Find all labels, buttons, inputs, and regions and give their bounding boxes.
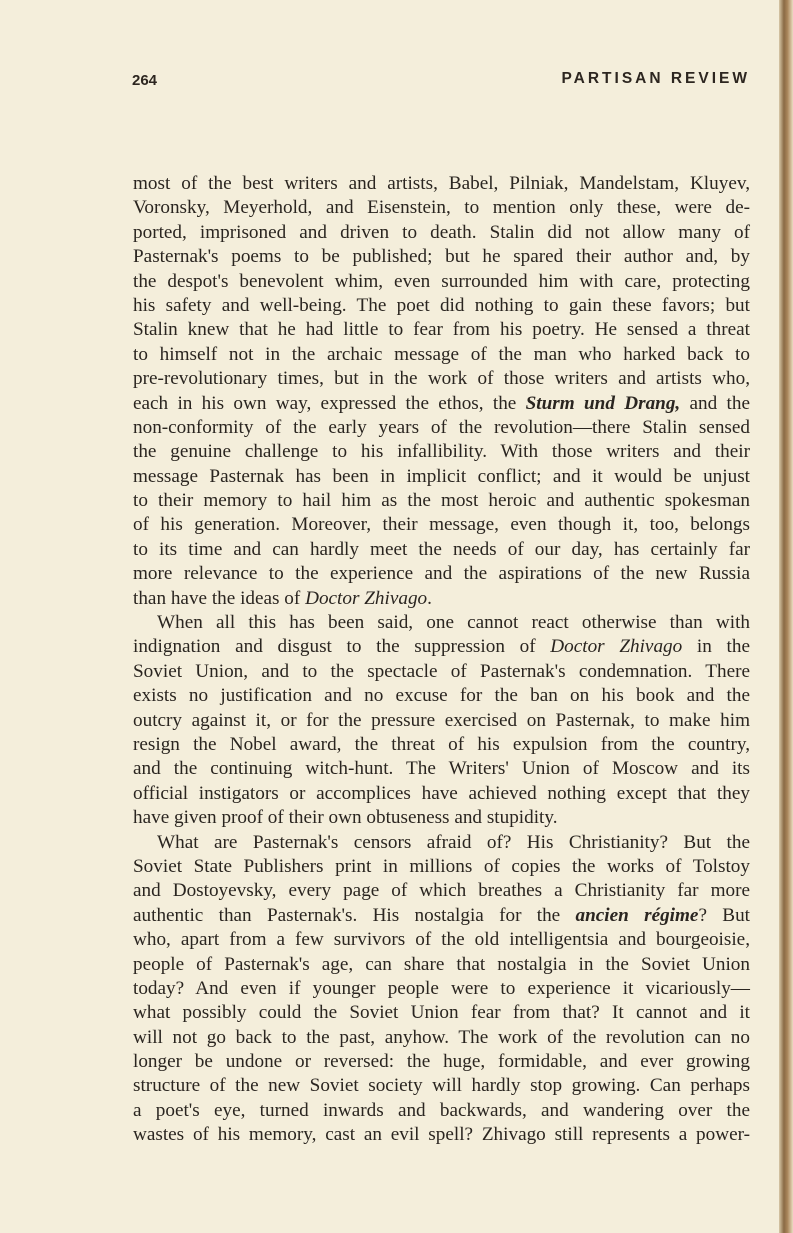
- paragraph: [133, 831, 750, 1148]
- text-span: Pasternak's poems to be published; but he spared their author and, by: [133, 246, 750, 268]
- text-line: [133, 806, 750, 830]
- text-span: have given proof of their own obtuseness and stupidity.: [133, 807, 558, 829]
- text-span: who, apart from a few survivors of the old intelligentsia and bourgeoisie,: [133, 929, 750, 951]
- text-line: [133, 733, 750, 757]
- text-line: [133, 782, 750, 806]
- text-line: [133, 977, 750, 1001]
- text-span: a poet's eye, turned inwards and backwards, and wandering over the: [133, 1099, 750, 1121]
- text-span: ported, imprisoned and driven to death. Stalin did not allow many of: [133, 221, 750, 243]
- text-span: .: [427, 587, 432, 609]
- paragraph: [133, 172, 750, 611]
- text-span: ? But: [698, 904, 750, 926]
- text-span: exists no justification and no excuse for the ban on his book and the: [133, 685, 750, 707]
- text-line: [133, 172, 750, 196]
- text-line: [133, 343, 750, 367]
- text-line: [133, 709, 750, 733]
- text-line: [133, 928, 750, 952]
- text-span: indignation and disgust to the suppression of: [133, 636, 551, 658]
- text-span: authentic than Pasternak's. His nostalgia for the: [133, 904, 576, 926]
- text-span: what possibly could the Soviet Union fear from that? It cannot and it: [133, 1002, 750, 1024]
- text-span: When all this has been said, one cannot react otherwise than with: [157, 612, 750, 634]
- text-line: [133, 855, 750, 879]
- text-line: [133, 635, 750, 659]
- text-line: [133, 1001, 750, 1025]
- text-line: [133, 953, 750, 977]
- text-line: [133, 489, 750, 513]
- text-line: [133, 1026, 750, 1050]
- italic-text: Doctor Zhivago: [305, 587, 428, 609]
- text-line: [133, 904, 750, 928]
- text-line: [133, 1123, 750, 1147]
- text-span: to its time and can hardly meet the needs of our day, has certainly far: [133, 538, 750, 560]
- text-span: the genuine challenge to his infallibility. With those writers and their: [133, 441, 750, 463]
- text-line: [133, 294, 750, 318]
- text-line: [133, 416, 750, 440]
- text-span: Soviet Union, and to the spectacle of Pasternak's condemnation. There: [133, 660, 750, 682]
- text-line: [133, 1099, 750, 1123]
- text-line: [133, 611, 750, 635]
- paragraph: [133, 611, 750, 831]
- text-span: and the continuing witch-hunt. The Writers' Union of Moscow and its: [133, 758, 750, 780]
- text-line: [133, 684, 750, 708]
- text-span: Voronsky, Meyerhold, and Eisenstein, to mention only these, were de-: [133, 197, 750, 219]
- text-line: [133, 757, 750, 781]
- text-line: [133, 221, 750, 245]
- text-span: will not go back to the past, anyhow. The work of the revolution can no: [133, 1026, 750, 1048]
- text-span: longer be undone or reversed: the huge, formidable, and ever growing: [133, 1051, 750, 1073]
- text-span: non-conformity of the early years of the revolution—there Stalin sensed: [133, 416, 750, 438]
- text-line: [133, 587, 750, 611]
- body-text: [133, 172, 750, 1148]
- text-line: [133, 1050, 750, 1074]
- text-span: than have the ideas of: [133, 587, 306, 609]
- text-span: What are Pasternak's censors afraid of? His Christianity? But the: [157, 831, 750, 853]
- text-line: [133, 465, 750, 489]
- page-number: 264: [132, 72, 158, 89]
- italic-text: Doctor Zhivago: [550, 636, 683, 658]
- text-span: to their memory to hail him as the most heroic and authentic spokesman: [133, 490, 750, 512]
- text-span: Stalin knew that he had little to fear from his poetry. He sensed a threat: [133, 319, 750, 341]
- text-span: structure of the new Soviet society will hardly stop growing. Can perhaps: [133, 1075, 750, 1097]
- text-line: [133, 538, 750, 562]
- text-line: [133, 562, 750, 586]
- text-span: the despot's benevolent whim, even surrounded him with care, protecting: [133, 270, 750, 292]
- text-span: of his generation. Moreover, their message, even though it, too, belongs: [133, 514, 750, 536]
- text-span: each in his own way, expressed the ethos, the: [133, 392, 526, 414]
- text-line: [133, 270, 750, 294]
- text-span: resign the Nobel award, the threat of his expulsion from the country,: [133, 733, 750, 755]
- text-span: most of the best writers and artists, Babel, Pilniak, Mandelstam, Kluyev,: [133, 173, 750, 194]
- text-line: [133, 660, 750, 684]
- text-span: people of Pasternak's age, can share that nostalgia in the Soviet Union: [133, 953, 750, 975]
- text-span: his safety and well-being. The poet did nothing to gain these favors; but: [133, 294, 750, 316]
- text-span: official instigators or accomplices have achieved nothing except that they: [133, 782, 750, 804]
- text-line: [133, 245, 750, 269]
- text-line: [133, 318, 750, 342]
- text-span: more relevance to the experience and the aspirations of the new Russia: [133, 563, 750, 585]
- running-title: PARTISAN REVIEW: [561, 70, 750, 87]
- text-line: [133, 440, 750, 464]
- italic-text: ancien régime: [575, 904, 699, 926]
- page-edge: [779, 0, 793, 1233]
- text-line: [133, 1074, 750, 1098]
- text-span: message Pasternak has been in implicit conflict; and it would be unjust: [133, 465, 750, 487]
- text-span: pre-revolutionary times, but in the work of those writers and artists who,: [133, 368, 750, 390]
- text-line: [133, 513, 750, 537]
- text-line: [133, 392, 750, 416]
- text-span: Soviet State Publishers print in millions of copies the works of Tolstoy: [133, 855, 750, 877]
- text-span: and the: [680, 392, 750, 414]
- text-span: and Dostoyevsky, every page of which breathes a Christianity far more: [133, 880, 750, 902]
- text-line: [133, 879, 750, 903]
- text-line: [133, 196, 750, 220]
- text-span: to himself not in the archaic message of the man who harked back to: [133, 343, 750, 365]
- text-span: today? And even if younger people were to experience it vicariously—: [133, 977, 750, 999]
- text-span: wastes of his memory, cast an evil spell? Zhivago still represents a power-: [133, 1124, 750, 1146]
- text-line: [133, 367, 750, 391]
- text-span: outcry against it, or for the pressure exercised on Pasternak, to make him: [133, 709, 750, 731]
- italic-text: Sturm und Drang,: [525, 392, 681, 414]
- text-span: in the: [682, 636, 750, 658]
- text-line: [133, 831, 750, 855]
